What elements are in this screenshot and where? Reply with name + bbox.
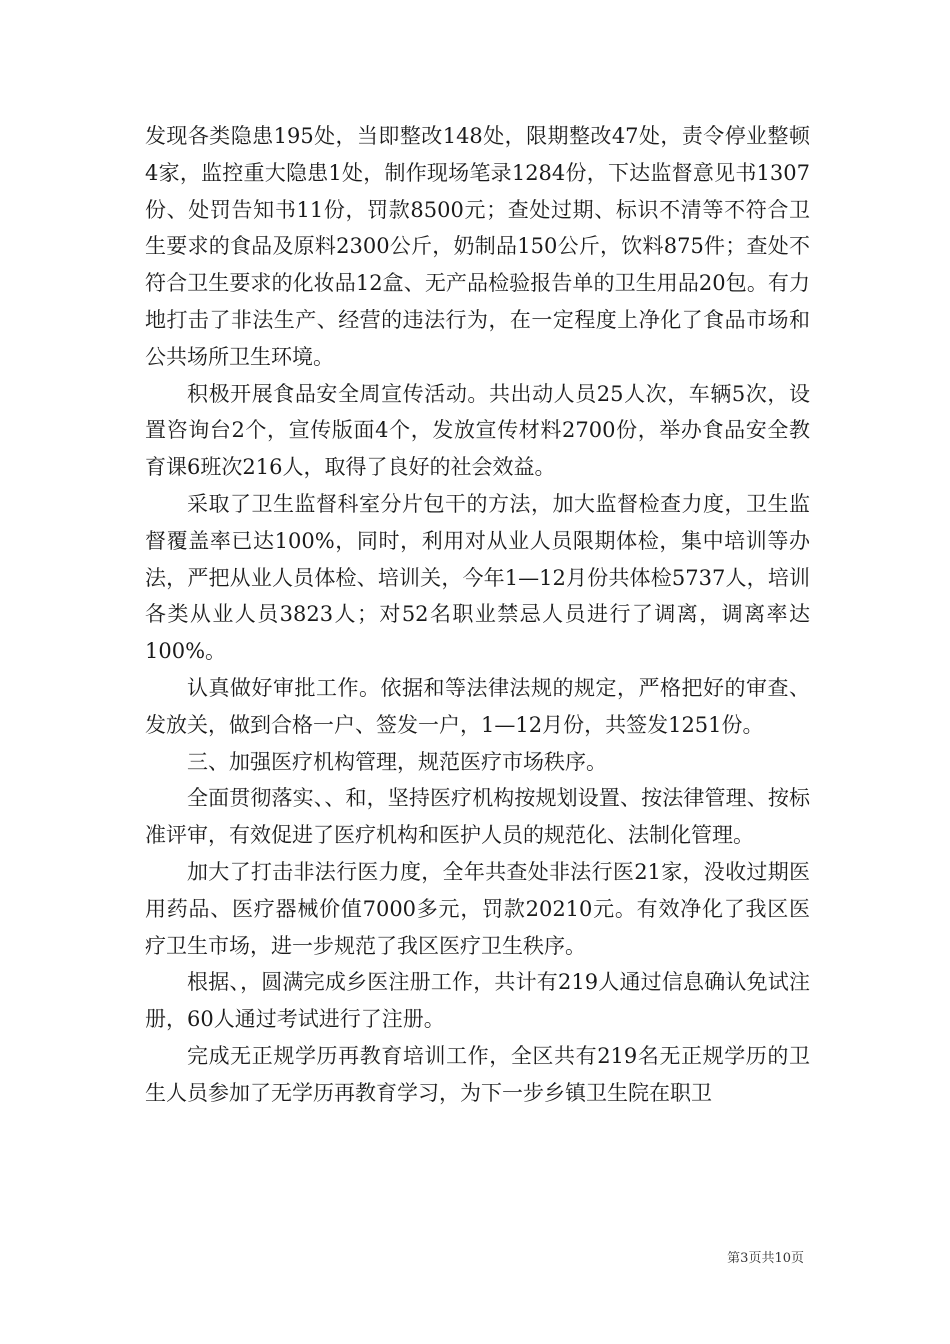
paragraph-supervision-coverage: 采取了卫生监督科室分片包干的方法，加大监督检查力度，卫生监督覆盖率已达100%，同时，利用对从业人员限期体检，集中培训等办法，严把从业人员体检、培训关，今年1—12月份共体检5737人，培训各类从业人员3823人；对52名职业禁忌人员进行了调离，调离率达100%。 <box>145 491 810 664</box>
paragraph-medical-management: 全面贯彻落实、、和，坚持医疗机构按规划设置、按法律管理、按标准评审，有效促进了医疗机构和医护人员的规范化、法制化管理。 <box>145 786 810 848</box>
document-body <box>145 118 810 1112</box>
paragraph-village-doctor-registration: 根据、，圆满完成乡医注册工作，共计有219人通过信息确认免试注册，60人通过考试进行了注册。 <box>145 970 810 1032</box>
paragraph-reeducation-training: 完成无正规学历再教育培训工作，全区共有219名无正规学历的卫生人员参加了无学历再教育学习，为下一步乡镇卫生院在职卫 <box>145 1043 810 1105</box>
page-number: 第3页共10页 <box>727 1251 804 1266</box>
paragraph-illegal-practice: 加大了打击非法行医力度，全年共查处非法行医21家，没收过期医用药品、医疗器械价值7000多元，罚款20210元。有效净化了我区医疗卫生市场，进一步规范了我区医疗卫生秩序。 <box>145 859 810 958</box>
paragraph-food-safety-week: 积极开展食品安全周宣传活动。共出动人员25人次，车辆5次，设置咨询台2个，宣传版面4个，发放宣传材料2700份，举办食品安全教育课6班次216人，取得了良好的社会效益。 <box>145 381 810 480</box>
paragraph-approval-work: 认真做好审批工作。依据和等法律法规的规定，严格把好的审查、发放关，做到合格一户、签发一户，1—12月份，共签发1251份。 <box>145 675 810 737</box>
paragraph-hazard-rectification: 发现各类隐患195处，当即整改148处，限期整改47处，责令停业整顿4家，监控重大隐患1处，制作现场笔录1284份，下达监督意见书1307份、处罚告知书11份，罚款8500元；查处过期、标识不清等不符合卫生要求的食品及原料2300公斤，奶制品150公斤，饮料875件；查处不符合卫生要求的化妆品12盒、无产品检验报告单的卫生用品20包。有力地打击了非法生产、经营的违法行为，在一定程度上净化了食品市场和公共场所卫生环境。 <box>145 124 810 369</box>
section-heading-medical-institutions: 三、加强医疗机构管理，规范医疗市场秩序。 <box>187 749 607 774</box>
